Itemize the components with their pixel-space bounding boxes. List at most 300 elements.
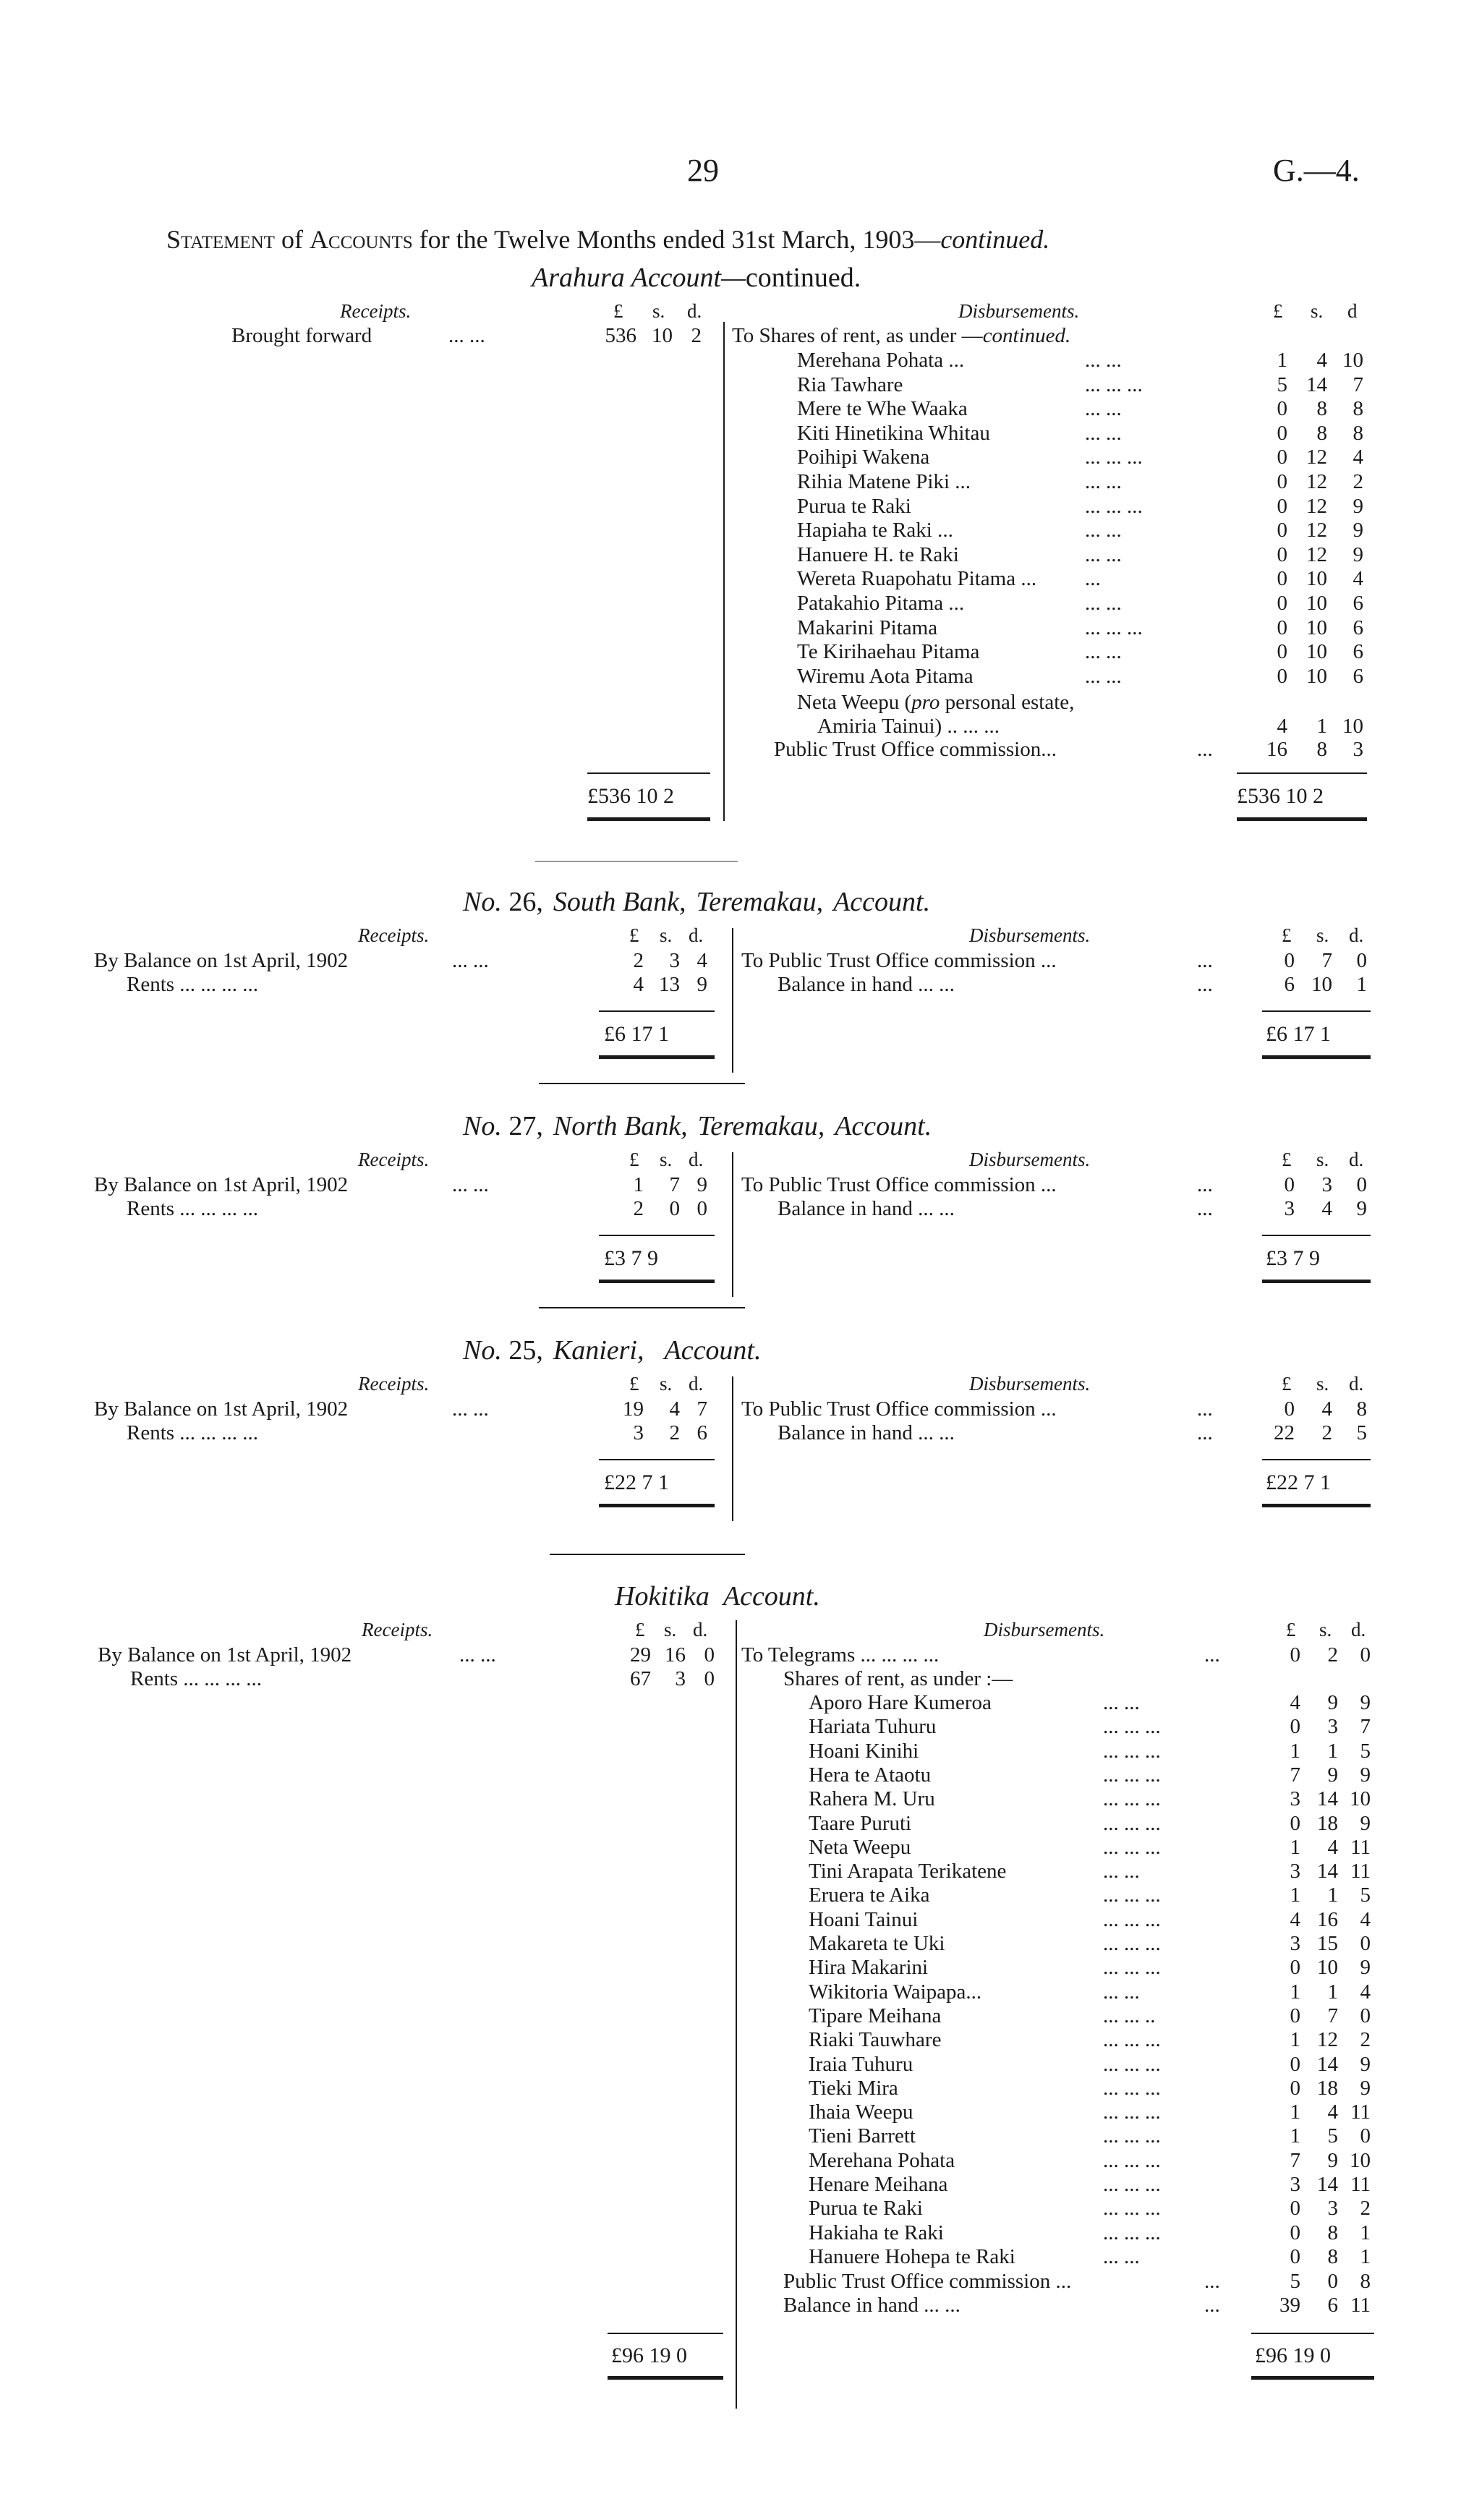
arahura-disb-header: Disbursements. [958,300,1080,322]
hokitika-receipt-label: Rents ... ... ... ... [130,1667,263,1690]
arahura-share-pence: 9 [1353,543,1363,566]
hokitika-share-pence: 11 [1350,2100,1371,2124]
account-receipt-pounds: 19 [623,1397,644,1421]
hokitika-share-pounds: 0 [1290,2221,1300,2244]
hokitika-share-dots: ... ... [1103,1980,1140,2004]
hokitika-share-pence: 4 [1360,1908,1371,1931]
hokitika-balance-label: Balance in hand ... ... [783,2294,960,2317]
hokitika-share-dots: ... ... [1103,2245,1140,2268]
account-d-d-header: d. [1349,1373,1364,1395]
arahura-share-name: Poihipi Wakena [797,446,930,469]
hokitika-share-name: Hoani Kinihi [809,1740,919,1763]
account-d-s-header: s. [1316,1373,1329,1395]
hokitika-telegrams-shillings: 2 [1327,1643,1338,1666]
arahura-neta-line1 [797,691,1074,715]
hokitika-share-dots: ... ... ... [1103,1787,1161,1810]
account-receipt-pence: 6 [697,1421,707,1444]
account-receipt-label: By Balance on 1st April, 1902 [94,1173,349,1196]
account-receipt-dots: ... ... [452,949,489,972]
account-disb-label: Balance in hand ... ... [778,973,955,996]
hokitika-share-shillings: 18 [1317,2077,1338,2100]
hokitika-balance-pence: 11 [1350,2294,1371,2317]
hokitika-share-name: Ihaia Weepu [809,2100,913,2124]
hokitika-share-name: Merehana Pohata [809,2149,955,2172]
hokitika-heading-account: Account. [723,1581,820,1612]
hokitika-telegrams-pounds: 0 [1290,1643,1300,1666]
arahura-share-dots: ... ... ... [1085,373,1143,396]
account-disb-shillings: 7 [1321,949,1332,972]
account-heading [463,1110,942,1142]
hokitika-share-pounds: 0 [1290,2077,1300,2100]
arahura-share-dots: ... [1085,567,1101,590]
arahura-share-pounds: 0 [1277,446,1287,469]
arahura-d-total-rule-bottom [1237,817,1367,821]
hokitika-share-pence: 11 [1350,1860,1371,1883]
arahura-share-dots: ... ... ... [1085,446,1143,469]
account-disb-dots: ... [1197,1197,1213,1220]
arahura-share-shillings: 10 [1306,616,1327,639]
arahura-share-pounds: 0 [1277,495,1287,518]
hokitika-share-pounds: 1 [1290,2028,1300,2051]
account-disb-shillings: 4 [1321,1397,1332,1421]
hokitika-share-name: Wikitoria Waipapa... [809,1980,982,2004]
hokitika-share-name: Hera te Ataotu [809,1763,932,1787]
page-number: 29 [687,153,719,188]
account-divider [732,928,733,1073]
arahura-share-name: Ria Tawhare [797,373,903,396]
arahura-r-total-rule-bottom [587,817,710,821]
arahura-share-shillings: 12 [1306,470,1327,493]
arahura-commission-shillings: 8 [1316,738,1327,761]
account-divider [732,1152,733,1297]
account-heading-acc: Account. [664,1335,762,1366]
account-d-d-header: d. [1349,1149,1364,1170]
arahura-disb-intro [732,324,1070,348]
arahura-share-pounds: 0 [1277,665,1287,688]
hokitika-share-shillings: 16 [1317,1908,1338,1931]
hokitika-share-shillings: 14 [1317,2053,1338,2076]
hokitika-share-dots: ... ... ... [1103,1836,1161,1859]
arahura-share-shillings: 14 [1306,373,1327,396]
hokitika-share-dots: ... ... ... [1103,2173,1161,2196]
hokitika-share-name: Makareta te Uki [809,1932,945,1955]
hokitika-share-pence: 9 [1360,2077,1371,2100]
account-receipt-shillings: 0 [669,1197,680,1220]
arahura-brought-forward-label: Brought forward [231,324,372,347]
hokitika-share-shillings: 9 [1327,1691,1338,1714]
account-divider [732,1376,733,1521]
account-heading-no: No. [463,887,502,917]
account-d-pound-header: £ [1282,1373,1292,1395]
hokitika-share-pounds: 1 [1290,1836,1300,1859]
arahura-share-pounds: 0 [1277,397,1287,420]
hokitika-share-dots: ... ... ... [1103,2124,1161,2147]
hokitika-share-pounds: 0 [1290,2245,1300,2268]
arahura-share-shillings: 12 [1306,495,1327,518]
hokitika-share-name: Hakiaha te Raki [809,2221,944,2244]
account-heading-num: 25, [501,1335,543,1366]
arahura-share-pounds: 0 [1277,519,1287,542]
arahura-neta-text2: personal estate, [940,691,1075,714]
account-receipt-shillings: 3 [669,949,680,972]
account-disb-shillings: 2 [1321,1421,1332,1444]
account-disb-pence: 5 [1356,1421,1367,1444]
hokitika-heading [615,1580,820,1612]
account-d-s-header: s. [1316,924,1329,946]
arahura-divider [723,322,725,821]
account-receipt-shillings: 2 [669,1421,680,1444]
hokitika-disb-header: Disbursements. [984,1619,1105,1640]
account-r-pound-header: £ [629,1373,639,1395]
hokitika-receipts-header: Receipts. [362,1619,433,1640]
hokitika-share-name: Iraia Tuhuru [809,2053,913,2076]
account-heading [463,1335,772,1366]
account-heading-no: No. [463,1111,502,1141]
hokitika-share-pence: 2 [1360,2197,1371,2220]
arahura-share-name: Hanuere H. te Raki [797,543,959,566]
title-word-accounts: Accounts [309,225,413,254]
hokitika-share-name: Tieni Barrett [809,2124,916,2147]
account-disb-pence: 0 [1356,949,1367,972]
arahura-share-name: Mere te Whe Waaka [797,397,968,420]
hokitika-share-dots: ... ... ... [1103,2149,1161,2172]
hokitika-share-pence: 0 [1360,1932,1371,1955]
hokitika-share-dots: ... ... ... [1103,1812,1161,1835]
section-separator-1 [535,861,738,862]
arahura-share-name: Purua te Raki [797,495,911,518]
arahura-share-name: Kiti Hinetikina Whitau [797,422,990,445]
arahura-commission-dots: ... [1197,738,1213,761]
account-r-s-header: s. [660,1373,673,1395]
title-of: of [274,225,310,254]
hokitika-share-pounds: 1 [1290,1740,1300,1763]
hokitika-share-dots: ... ... .. [1103,2004,1156,2027]
statement-title [166,224,1049,255]
hokitika-share-name: Rahera M. Uru [809,1787,935,1810]
arahura-neta-shillings: 1 [1316,715,1327,738]
arahura-share-pence: 9 [1353,495,1363,518]
hokitika-share-shillings: 14 [1317,1860,1338,1883]
account-r-total-rule-bottom [599,1055,715,1059]
hokitika-receipt-pence: 0 [704,1667,715,1690]
arahura-r-total-rule-top [587,772,710,774]
hokitika-r-total-rule-bottom [608,2376,723,2380]
account-d-total-rule-bottom [1262,1055,1371,1059]
hokitika-share-pounds: 3 [1290,2173,1300,2196]
arahura-share-name: Te Kirihaehau Pitama [797,640,980,663]
account-receipt-label: Rents ... ... ... ... [127,1197,259,1220]
hokitika-share-dots: ... ... ... [1103,1715,1161,1738]
hokitika-share-pounds: 3 [1290,1860,1300,1883]
account-d-total-rule-bottom [1262,1280,1371,1283]
hokitika-share-shillings: 8 [1327,2221,1338,2244]
hokitika-share-shillings: 9 [1327,2149,1338,2172]
hokitika-share-pence: 9 [1360,2053,1371,2076]
hokitika-receipt-pence: 0 [704,1643,715,1666]
account-r-total-rule-bottom [599,1504,715,1507]
account-receipt-pence: 9 [697,1173,707,1196]
hokitika-telegrams-label: To Telegrams ... ... ... ... [741,1643,940,1666]
hokitika-share-pence: 11 [1350,2173,1371,2196]
arahura-share-pence: 2 [1353,470,1363,493]
account-receipt-pence: 4 [697,949,707,972]
hokitika-share-pence: 1 [1360,2221,1371,2244]
arahura-share-shillings: 8 [1316,422,1327,445]
account-receipts-header: Receipts. [358,924,430,946]
arahura-share-pounds: 0 [1277,470,1287,493]
arahura-share-pounds: 1 [1277,349,1287,372]
hokitika-share-dots: ... ... ... [1103,2100,1161,2124]
hokitika-share-pounds: 7 [1290,1763,1300,1787]
hokitika-share-dots: ... ... [1103,1691,1140,1714]
hokitika-share-pounds: 3 [1290,1932,1300,1955]
title-continued: continued. [940,225,1050,254]
hokitika-share-pence: 1 [1360,2245,1371,2268]
hokitika-balance-shillings: 6 [1327,2294,1338,2317]
hokitika-r-s-header: s. [664,1619,677,1640]
hokitika-share-shillings: 5 [1327,2124,1338,2147]
arahura-disb-intro-continued: continued. [982,324,1071,347]
hokitika-share-dots: ... ... ... [1103,2028,1161,2051]
hokitika-balance-dots: ... [1204,2294,1220,2317]
account-r-total-rule-top [599,1010,715,1012]
account-disb-header: Disbursements. [969,1373,1091,1395]
account-d-total-rule-bottom [1262,1504,1371,1507]
account-receipt-pence: 7 [697,1397,707,1421]
hokitika-share-pounds: 0 [1290,1956,1300,1979]
hokitika-share-name: Hira Makarini [809,1956,929,1979]
hokitika-share-shillings: 3 [1327,1715,1338,1738]
arahura-share-dots: ... ... [1085,592,1122,615]
hokitika-share-pounds: 1 [1290,1980,1300,2004]
arahura-r-d-header: d. [687,300,702,322]
hokitika-share-shillings: 8 [1327,2245,1338,2268]
account-r-total-rule-top [599,1459,715,1460]
arahura-share-shillings: 10 [1306,665,1327,688]
account-r-d-header: d. [689,1149,704,1170]
hokitika-share-name: Hariata Tuhuru [809,1715,937,1738]
arahura-r-pound-header: £ [613,300,623,322]
hokitika-commission-dots: ... [1204,2270,1220,2293]
arahura-share-pence: 6 [1353,640,1363,663]
arahura-neta-text1: Neta Weepu ( [797,691,912,714]
hokitika-balance-pounds: 39 [1279,2294,1300,2317]
account-receipt-pounds: 1 [633,1173,644,1196]
hokitika-d-total-rule-top [1251,2333,1374,2334]
arahura-share-shillings: 12 [1306,519,1327,542]
account-disb-pence: 9 [1356,1197,1367,1220]
hokitika-share-name: Tipare Meihana [809,2004,942,2027]
hokitika-commission-pounds: 5 [1290,2270,1300,2293]
hokitika-d-pound-header: £ [1286,1619,1296,1640]
arahura-share-dots: ... ... [1085,470,1122,493]
account-heading-name: North Bank, [553,1111,688,1141]
arahura-share-name: Patakahio Pitama ... [797,592,965,615]
account-d-pound-header: £ [1282,924,1292,946]
arahura-heading-continued: continued. [745,263,861,293]
hokitika-r-total-rule-top [608,2333,723,2334]
hokitika-share-name: Henare Meihana [809,2173,948,2196]
account-d-d-header: d. [1349,924,1364,946]
hokitika-share-pounds: 4 [1290,1908,1300,1931]
arahura-share-name: Wereta Ruapohatu Pitama ... [797,567,1037,590]
hokitika-share-pounds: 1 [1290,2124,1300,2147]
arahura-share-pence: 7 [1353,373,1363,396]
hokitika-share-pence: 10 [1350,1787,1371,1810]
arahura-bf-pounds: 536 [605,324,636,347]
arahura-share-shillings: 10 [1306,592,1327,615]
hokitika-shares-intro: Shares of rent, as under :— [783,1667,1013,1690]
account-receipt-dots: ... ... [452,1397,489,1421]
hokitika-share-shillings: 14 [1317,2173,1338,2196]
hokitika-share-shillings: 12 [1317,2028,1338,2051]
arahura-neta-pence: 10 [1342,715,1363,738]
arahura-share-dots: ... ... [1085,397,1122,420]
account-disb-dots: ... [1197,1173,1213,1196]
arahura-d-d-header: d [1347,300,1358,322]
arahura-disb-intro-text: To Shares of rent, as under — [732,324,983,347]
account-receipt-pounds: 4 [633,973,644,996]
arahura-d-pound-header: £ [1273,300,1283,322]
account-d-total-rule-top [1262,1459,1371,1460]
hokitika-share-dots: ... ... ... [1103,1956,1161,1979]
account-d-pound-header: £ [1282,1149,1292,1170]
hokitika-share-shillings: 1 [1327,1740,1338,1763]
hokitika-share-pence: 5 [1360,1740,1371,1763]
account-disb-pence: 0 [1356,1173,1367,1196]
account-disb-pounds: 3 [1284,1197,1295,1220]
arahura-heading [532,262,861,294]
arahura-share-pounds: 0 [1277,592,1287,615]
hokitika-share-dots: ... ... ... [1103,1932,1161,1955]
hokitika-receipt-pounds: 29 [630,1643,651,1666]
account-heading-acc: Account. [833,887,931,917]
account-disb-label: To Public Trust Office commission ... [741,1397,1057,1421]
hokitika-share-pounds: 3 [1290,1787,1300,1810]
arahura-brought-forward-dots: ... ... [448,324,485,347]
hokitika-share-dots: ... ... [1103,1860,1140,1883]
hokitika-r-pound-header: £ [635,1619,645,1640]
hokitika-d-s-header: s. [1319,1619,1332,1640]
hokitika-share-pence: 7 [1360,1715,1371,1738]
account-disb-total: £3 7 9 [1266,1246,1320,1270]
arahura-share-pence: 10 [1342,349,1363,372]
account-receipts-header: Receipts. [358,1149,430,1170]
hokitika-share-name: Neta Weepu [809,1836,911,1859]
arahura-share-name: Hapiaha te Raki ... [797,519,953,542]
hokitika-share-shillings: 3 [1327,2197,1338,2220]
arahura-share-dots: ... ... [1085,665,1122,688]
account-heading-sub: Teremakau, [696,887,824,917]
arahura-neta-pounds: 4 [1277,715,1287,738]
arahura-share-pence: 8 [1353,397,1363,420]
arahura-share-pence: 6 [1353,592,1363,615]
hokitika-share-dots: ... ... ... [1103,1883,1161,1907]
account-heading-num: 26, [501,887,543,917]
arahura-share-dots: ... ... [1085,519,1122,542]
hokitika-share-name: Aporo Hare Kumeroa [809,1691,992,1714]
arahura-share-name: Wiremu Aota Pitama [797,665,974,688]
account-r-s-header: s. [660,924,673,946]
hokitika-share-pence: 9 [1360,1691,1371,1714]
hokitika-share-shillings: 7 [1327,2004,1338,2027]
account-receipt-pounds: 3 [633,1421,644,1444]
hokitika-share-pence: 0 [1360,2004,1371,2027]
hokitika-share-pence: 4 [1360,1980,1371,2004]
account-receipt-pence: 9 [697,973,707,996]
hokitika-share-dots: ... ... ... [1103,2077,1161,2100]
account-receipt-label: Rents ... ... ... ... [127,973,259,996]
account-receipts-total: £6 17 1 [604,1022,669,1046]
arahura-share-name: Rihia Matene Piki ... [797,470,971,493]
arahura-share-pounds: 5 [1277,373,1287,396]
hokitika-share-dots: ... ... ... [1103,1908,1161,1931]
hokitika-disb-total: £96 19 0 [1255,2344,1331,2367]
account-disb-header: Disbursements. [969,924,1091,946]
hokitika-d-total-rule-bottom [1251,2376,1374,2380]
account-disb-shillings: 4 [1321,1197,1332,1220]
arahura-share-pounds: 0 [1277,422,1287,445]
hokitika-share-name: Purua te Raki [809,2197,923,2220]
account-receipts-total: £3 7 9 [604,1246,658,1270]
account-disb-shillings: 3 [1321,1173,1332,1196]
hokitika-share-shillings: 1 [1327,1980,1338,2004]
hokitika-share-pounds: 1 [1290,1883,1300,1907]
hokitika-share-name: Hoani Tainui [809,1908,919,1931]
hokitika-share-pence: 9 [1360,1812,1371,1835]
hokitika-divider [736,1620,737,2409]
arahura-share-pence: 4 [1353,567,1363,590]
hokitika-share-pence: 10 [1350,2149,1371,2172]
account-disb-pounds: 0 [1284,949,1295,972]
account-disb-pounds: 6 [1284,973,1295,996]
arahura-commission-pounds: 16 [1266,738,1287,761]
hokitika-share-pence: 11 [1350,1836,1371,1859]
account-heading-name: Kanieri, [553,1335,644,1366]
account-receipt-pounds: 2 [633,949,644,972]
hokitika-r-d-header: d. [693,1619,708,1640]
hokitika-telegrams-pence: 0 [1360,1643,1371,1666]
account-heading-name: South Bank, [553,887,686,917]
arahura-receipts-header: Receipts. [340,300,412,322]
hokitika-share-dots: ... ... ... [1103,1740,1161,1763]
arahura-share-pence: 6 [1353,665,1363,688]
account-disb-label: To Public Trust Office commission ... [741,1173,1057,1196]
hokitika-share-pence: 0 [1360,2124,1371,2147]
account-disb-total: £6 17 1 [1266,1022,1331,1046]
hokitika-share-name: Riaki Tauwhare [809,2028,942,2051]
arahura-share-dots: ... ... [1085,349,1122,372]
hokitika-share-name: Tini Arapata Terikatene [809,1860,1007,1883]
arahura-receipts-total: £536 10 2 [587,784,674,808]
hokitika-share-shillings: 4 [1327,2100,1338,2124]
account-r-pound-header: £ [629,924,639,946]
arahura-d-total-rule-top [1237,772,1367,774]
account-d-total-rule-top [1262,1010,1371,1012]
account-receipt-label: By Balance on 1st April, 1902 [94,949,349,972]
arahura-neta-pro: pro [911,691,940,714]
hokitika-receipt-shillings: 3 [675,1667,686,1690]
hokitika-commission-pence: 8 [1360,2270,1371,2293]
section-separator [539,1083,745,1084]
account-disb-dots: ... [1197,949,1213,972]
hokitika-share-pounds: 0 [1290,2004,1300,2027]
arahura-disb-total: £536 10 2 [1237,784,1324,808]
account-receipt-shillings: 4 [669,1397,680,1421]
account-heading [463,886,940,918]
arahura-share-shillings: 12 [1306,446,1327,469]
hokitika-share-shillings: 1 [1327,1883,1338,1907]
